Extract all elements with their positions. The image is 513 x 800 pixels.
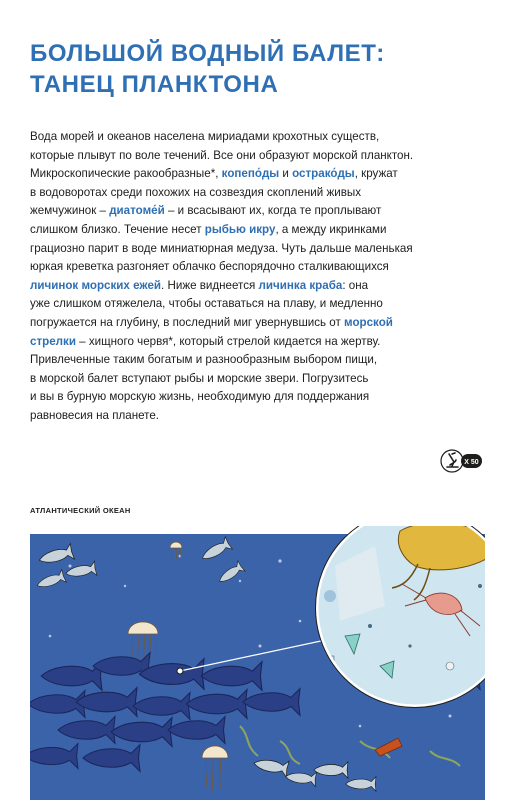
paragraph-line xyxy=(30,388,485,407)
highlighted-term: личинок морских ежей xyxy=(30,278,162,292)
highlighted-term: стрелки xyxy=(30,334,76,348)
text-segment: слишком близко. Течение несет xyxy=(30,222,205,236)
highlighted-term: рыбью икру xyxy=(204,222,276,236)
title-line-1: БОЛЬШОЙ ВОДНЫЙ БАЛЕТ: xyxy=(30,40,385,67)
zoom-label: X 50 xyxy=(464,459,479,466)
text-segment: Вода морей и океанов населена мириадами крохотных существ, xyxy=(30,130,380,143)
zoom-target xyxy=(177,668,183,674)
paragraph-line xyxy=(30,184,485,203)
paragraph-line xyxy=(30,370,485,389)
highlighted-term: острако́ды xyxy=(292,167,355,181)
paragraph-line xyxy=(30,240,485,259)
paragraph-line xyxy=(30,407,485,426)
zoom-badge xyxy=(439,448,483,474)
paragraph-line xyxy=(30,277,485,296)
text-segment: жемчужинок – xyxy=(30,204,110,218)
paragraph-line xyxy=(30,258,485,277)
text-segment: , а между икринками xyxy=(275,222,387,236)
text-segment: которые плывут по воле течений. Все они образуют морской планктон. xyxy=(30,148,414,162)
paragraph-line xyxy=(30,147,485,166)
text-segment: уже слишком отяжелела, чтобы оставаться на плаву, и медленно xyxy=(30,297,383,311)
plankton-illustration xyxy=(30,526,485,800)
paragraph-line xyxy=(30,128,485,147)
text-segment: и вы в бурную морскую жизнь, необходимую для поддержания xyxy=(30,390,370,404)
paragraph-line xyxy=(30,202,485,221)
microscope-icon xyxy=(441,450,463,472)
text-segment: и xyxy=(279,167,293,181)
text-segment: в водоворотах среди похожих на созвездия скоплений живых xyxy=(30,185,361,199)
text-segment: Привлеченные таким богатым и разнообразным выбором пищи, xyxy=(30,353,378,367)
text-segment: в морской балет вступают рыбы и морские звери. Погрузитесь xyxy=(30,371,369,385)
text-segment: Микроскопические ракообразные*, xyxy=(30,167,222,181)
paragraph-line xyxy=(30,333,485,352)
text-segment: , кружат xyxy=(354,167,398,181)
text-segment: погружается на глубину, в последний миг увернувшись от xyxy=(30,315,345,329)
highlighted-term: личинка краба xyxy=(258,278,343,292)
text-segment: – и всасывают их, когда те проплывают xyxy=(164,204,382,218)
paragraph-line xyxy=(30,351,485,370)
page-title xyxy=(30,38,490,100)
text-segment: – хищного червя*, который стрелой кидается на жертву. xyxy=(75,334,381,348)
text-segment: : она xyxy=(342,278,369,292)
illustration-caption: АТЛАНТИЧЕСКИЙ ОКЕАН xyxy=(30,506,131,515)
paragraph-line xyxy=(30,314,485,333)
text-segment: . Ниже виднеется xyxy=(161,278,259,292)
paragraph-line xyxy=(30,165,485,184)
body-paragraph xyxy=(30,128,485,426)
text-segment: юркая креветка разгоняет облачко беспорядочно сталкивающихся xyxy=(30,260,389,274)
title-line-2: ТАНЕЦ ПЛАНКТОНА xyxy=(30,71,279,98)
text-segment: равновесия на планете. xyxy=(30,408,160,422)
highlighted-term: морской xyxy=(344,315,393,329)
paragraph-line xyxy=(30,295,485,314)
paragraph-line xyxy=(30,221,485,240)
highlighted-term: копепо́ды xyxy=(221,167,280,181)
highlighted-term: диатоме́й xyxy=(109,204,165,218)
text-segment: грациозно парит в воде миниатюрная медуза. Чуть дальше маленькая xyxy=(30,241,413,255)
